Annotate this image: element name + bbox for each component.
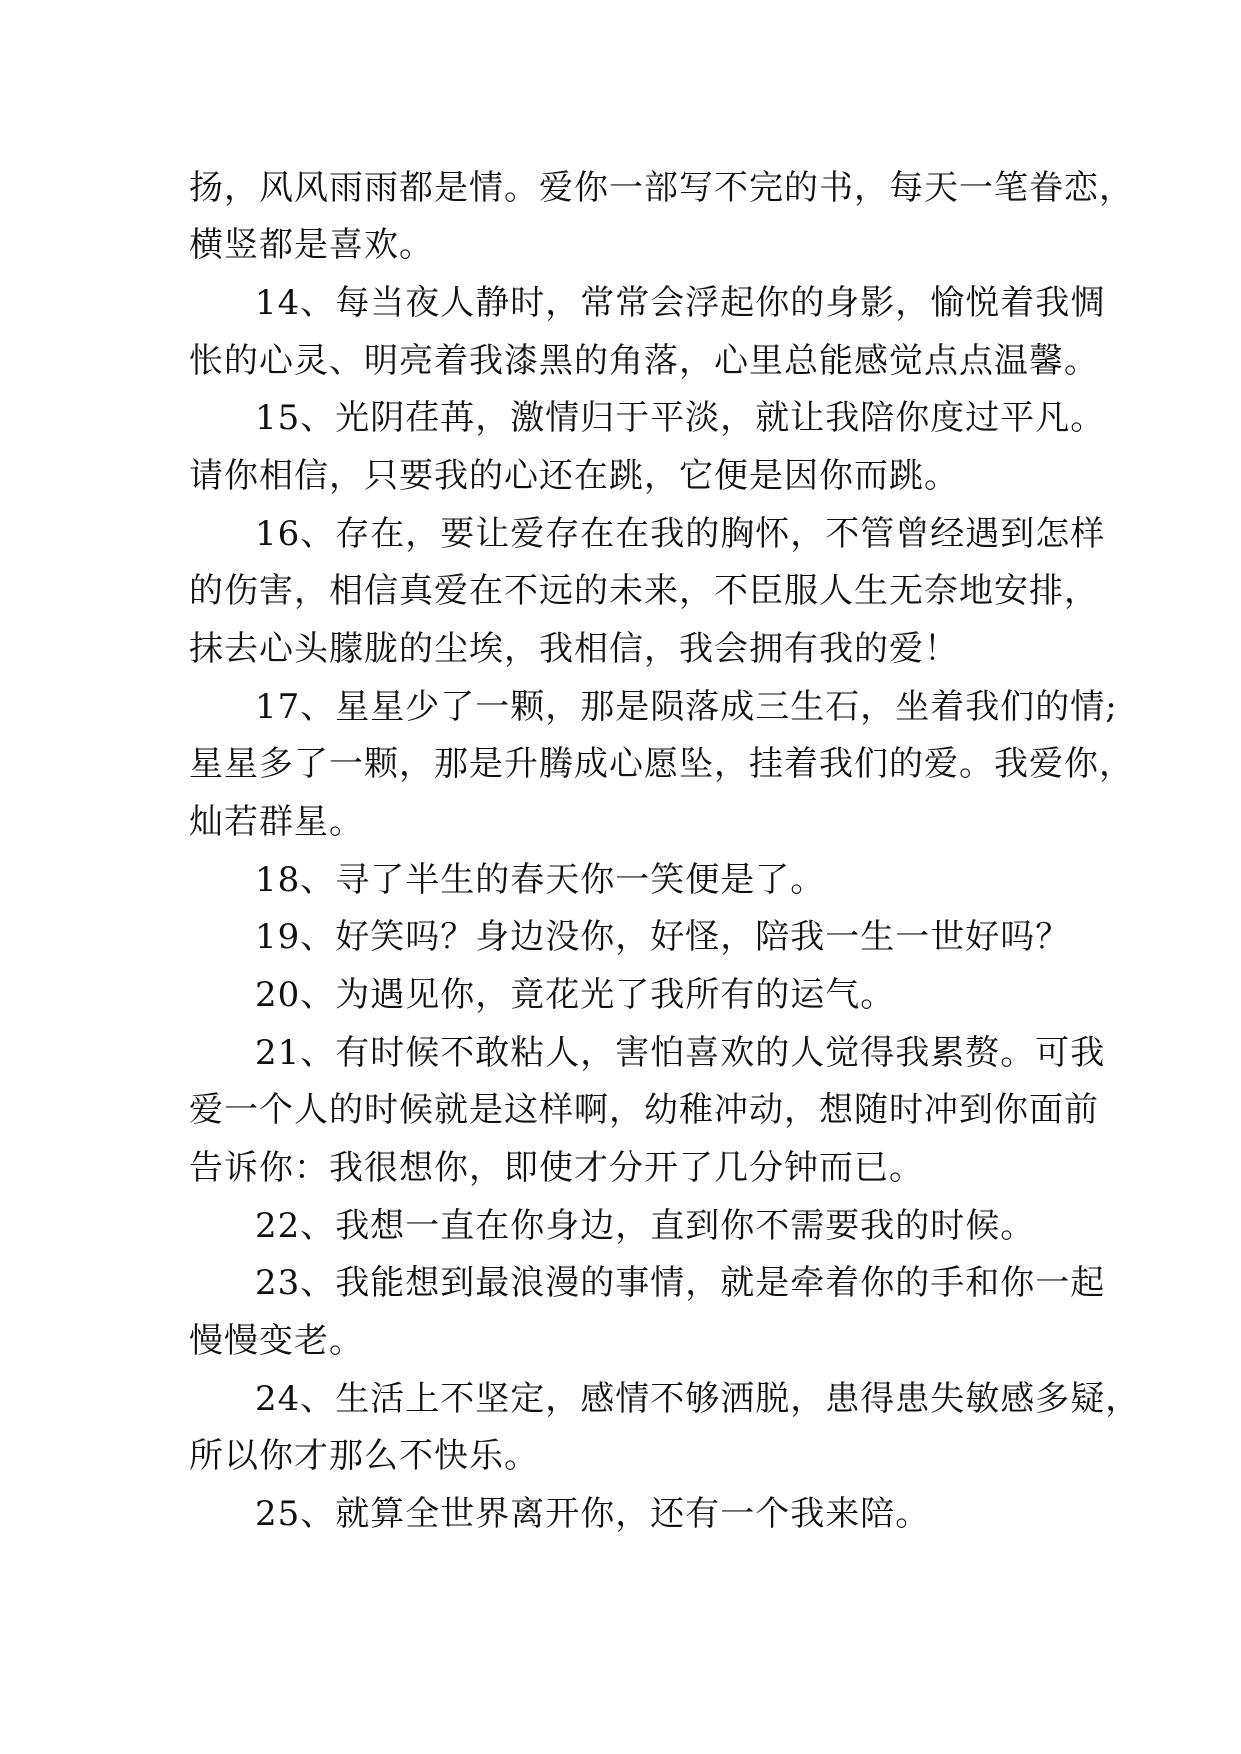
text-line: 所以你才那么不快乐。: [189, 1436, 539, 1476]
text-line: 星星多了一颗，那是升腾成心愿坠，挂着我们的爱。我爱你，: [189, 744, 1134, 784]
text-line: 慢慢变老。: [189, 1321, 364, 1361]
text-line: 15、光阴荏苒，激情归于平淡，就让我陪你度过平凡。: [255, 398, 1106, 438]
text-line: 的伤害，相信真爱在不远的未来，不臣服人生无奈地安排，: [189, 571, 1099, 611]
text-line: 21、有时候不敢粘人，害怕喜欢的人觉得我累赘。可我: [255, 1033, 1106, 1073]
text-line: 24、生活上不坚定，感情不够洒脱，患得患失敏感多疑，: [255, 1379, 1141, 1419]
text-line: 14、每当夜人静时，常常会浮起你的身影，愉悦着我惆: [255, 283, 1106, 323]
text-line: 25、就算全世界离开你，还有一个我来陪。: [255, 1494, 931, 1534]
text-line: 18、寻了半生的春天你一笑便是了。: [255, 860, 826, 900]
text-line: 22、我想一直在你身边，直到你不需要我的时候。: [255, 1206, 1036, 1246]
text-line: 灿若群星。: [189, 802, 364, 842]
text-line: 23、我能想到最浪漫的事情，就是牵着你的手和你一起: [255, 1263, 1106, 1303]
text-line: 16、存在，要让爱存在在我的胸怀，不管曾经遇到怎样: [255, 514, 1106, 554]
text-line: 20、为遇见你，竟花光了我所有的运气。: [255, 975, 896, 1015]
text-line: 爱一个人的时候就是这样啊，幼稚冲动，想随时冲到你面前: [189, 1090, 1099, 1130]
text-line: 19、好笑吗？身边没你，好怪，陪我一生一世好吗？: [255, 917, 1071, 957]
text-line: 横竖都是喜欢。: [189, 225, 434, 265]
text-line: 17、星星少了一颗，那是陨落成三生石，坐着我们的情;: [255, 687, 1118, 727]
text-line: 抹去心头朦胧的尘埃，我相信，我会拥有我的爱！: [189, 629, 959, 669]
text-line: 告诉你：我很想你，即使才分开了几分钟而已。: [189, 1148, 924, 1188]
text-line: 请你相信，只要我的心还在跳，它便是因你而跳。: [189, 456, 959, 496]
text-line: 怅的心灵、明亮着我漆黑的角落，心里总能感觉点点温馨。: [189, 341, 1099, 381]
text-line: 扬，风风雨雨都是情。爱你一部写不完的书，每天一笔眷恋，: [189, 168, 1134, 208]
